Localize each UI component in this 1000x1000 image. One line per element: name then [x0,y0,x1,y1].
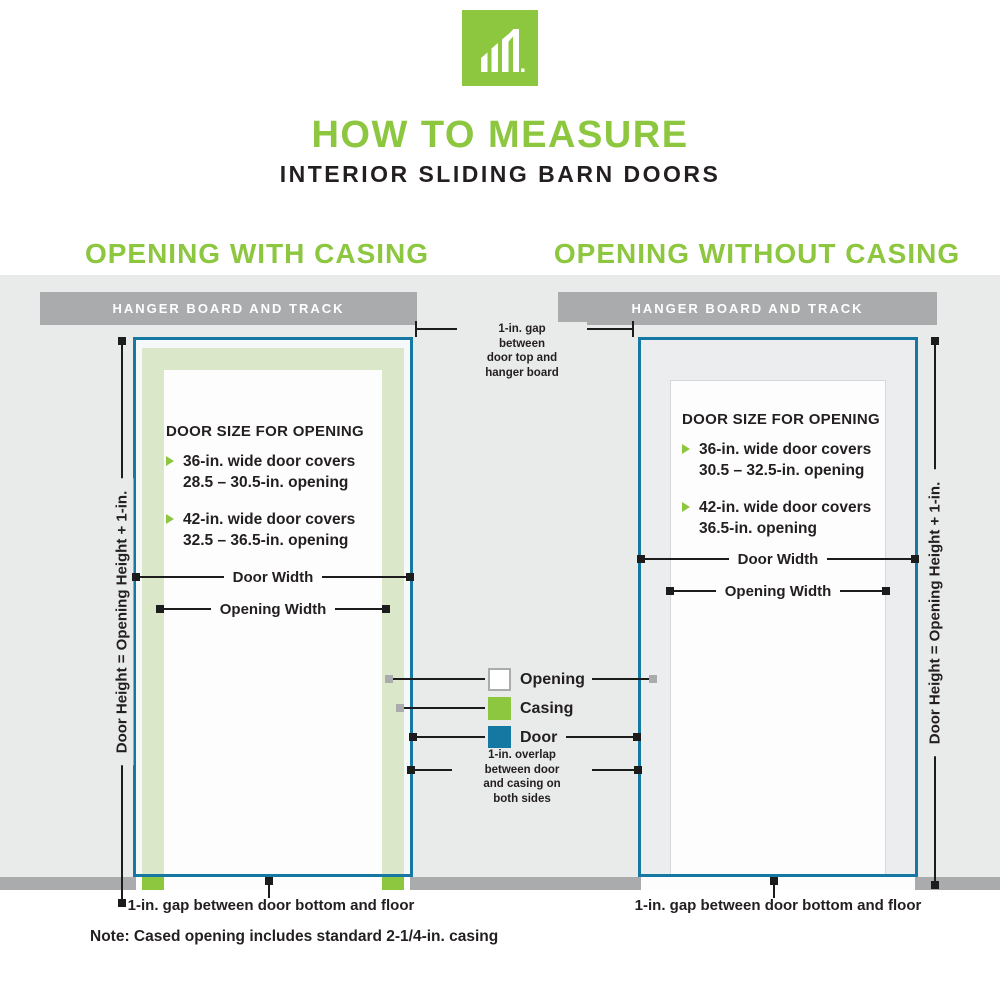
door-width-dimension-right [637,550,919,568]
door-leader-right [566,736,634,738]
legend-label-door: Door [520,729,558,746]
casing-top-band [142,348,404,370]
legend-swatch-opening [488,668,511,691]
door-width-label: Door Width [737,550,819,568]
casing-leader-left [403,707,485,709]
page-subtitle: INTERIOR SLIDING BARN DOORS [279,161,721,187]
opening-width-label: Opening Width [219,600,327,618]
page-title: HOW TO MEASURE [311,114,689,156]
opening-leader-right [592,678,650,680]
door-width-dimension-left [132,568,414,586]
list-item: 42-in. wide door covers 32.5 – 36.5-in. opening [166,509,391,551]
legend-label-opening: Opening [520,671,585,688]
leader-endpoint [633,733,641,741]
legend-swatch-casing [488,697,511,720]
opening-leader-left [392,678,485,680]
hanger-board-right: HANGER BOARD AND TRACK [558,292,937,325]
door-height-label: Door Height = Opening Height + 1-in. [111,479,134,766]
masonite-logo [462,10,538,86]
legend-swatch-door [488,726,511,749]
dimension-endpoint [931,337,939,345]
dimension-tick [415,321,417,337]
opening-below-door-left [136,877,410,890]
bullet-triangle-icon [166,514,174,524]
left-column-header: OPENING WITH CASING [84,238,430,269]
leader-endpoint [407,766,415,774]
door-height-label: Door Height = Opening Height + 1-in. [924,470,947,757]
footnote: Note: Cased opening includes standard 2-1/4-in. casing [90,928,499,945]
bottom-gap-label-right: 1-in. gap between door bottom and floor [634,897,922,914]
right-column-header: OPENING WITHOUT CASING [553,238,961,269]
list-item: 42-in. wide door covers 36.5-in. opening [682,497,907,539]
bottom-gap-leader-left [268,881,270,898]
dimension-tick [632,321,634,337]
opening-below-door-right [641,877,915,890]
leader-endpoint [649,675,657,683]
hanger-board-left: HANGER BOARD AND TRACK [40,292,417,325]
opening-width-label: Opening Width [724,582,832,600]
door-height-dimension-right [926,337,944,889]
leader-endpoint [396,704,404,712]
top-gap-annotation: 1-in. gap between door top and hanger board [457,322,587,380]
bottom-gap-label-left: 1-in. gap between door bottom and floor [127,897,415,914]
bullet-triangle-icon [682,502,690,512]
masonite-m-icon [462,10,538,86]
leader-endpoint [385,675,393,683]
door-size-block-right [682,411,907,555]
bottom-gap-leader-right [773,881,775,898]
opening-width-dimension-right [666,582,890,600]
leader-endpoint [409,733,417,741]
dimension-endpoint [931,881,939,889]
door-height-dimension-left [113,337,131,907]
bullet-triangle-icon [166,456,174,466]
door-size-block-left [166,423,391,567]
opening-width-dimension-left [156,600,390,618]
door-size-heading: DOOR SIZE FOR OPENING [166,423,364,440]
list-item: 36-in. wide door covers 28.5 – 30.5-in. opening [166,451,391,493]
door-size-heading: DOOR SIZE FOR OPENING [682,411,880,428]
casing-stub-left [142,877,164,890]
legend-label-casing: Casing [520,700,574,717]
list-item: 36-in. wide door covers 30.5 – 32.5-in. opening [682,439,907,481]
leader-endpoint [634,766,642,774]
bullet-triangle-icon [682,444,690,454]
overlap-annotation: 1-in. overlap between door and casing on both sides [452,748,592,806]
dimension-endpoint [118,337,126,345]
door-width-label: Door Width [232,568,314,586]
casing-stub-right [382,877,404,890]
door-leader-left [417,736,485,738]
